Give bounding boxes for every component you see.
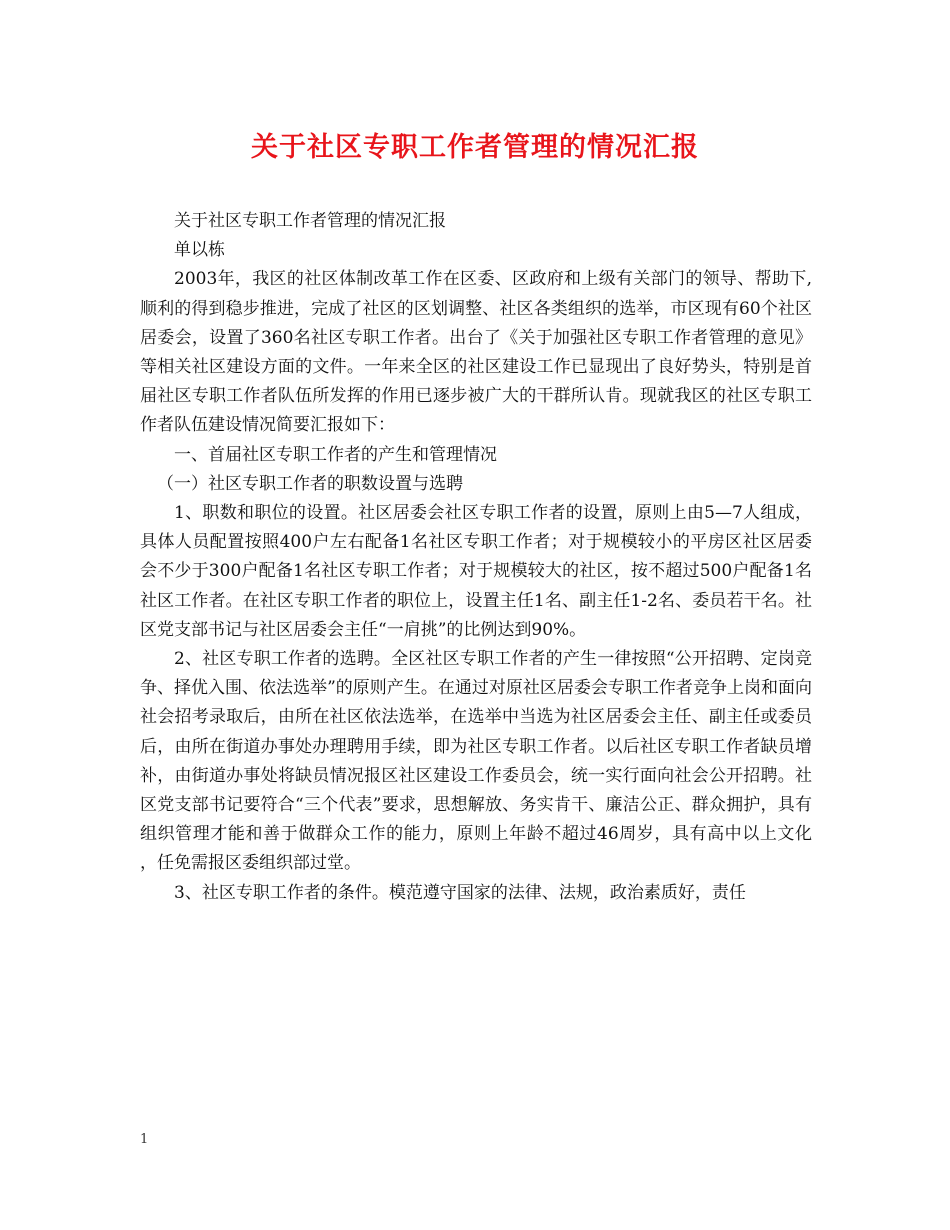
document-body bbox=[140, 207, 812, 908]
author-line: 单以栋 bbox=[174, 240, 225, 261]
document-title: 关于社区专职工作者管理的情况汇报 bbox=[251, 132, 699, 163]
subsection-heading: （一）社区专职工作者的职数设置与选聘 bbox=[157, 473, 463, 494]
body-paragraph: 2、社区专职工作者的选聘。全区社区专职工作者的产生一律按照“公开招聘、定岗竞争、择优入围、依法选举”的原则产生。在通过对原社区居委会专职工作者竞争上岗和面向社会招考录取后，由所在社区依法选举，在选举中当选为社区居委会主任、副主任或委员后，由所在街道办事处办理聘用手续，即为社区专职工作者。以后社区专职工作者缺员增补，由街道办事处将缺员情况报区社区建设工作委员会，统一实行面向社会公开招聘。社区党支部书记要符合“三个代表”要求，思想解放、务实肯干、廉洁公正、群众拥护，具有组织管理才能和善于做群众工作的能力，原则上年龄不超过46周岁，具有高中以上文化 ，任免需报区委组织部过堂。 bbox=[140, 649, 812, 874]
section-heading: 一、首届社区专职工作者的产生和管理情况 bbox=[174, 444, 497, 465]
page-number: 1 bbox=[140, 1132, 149, 1147]
body-paragraph: 1、职数和职位的设置。社区居委会社区专职工作者的设置，原则上由5—7人组成，具体人员配置按照400户左右配备1名社区专职工作者；对于规模较小的平房区社区居委会不少于300户配备1名社区专职工作者；对于规模较大的社区，按不超过500户配备1名社区工作者。在社区专职工作者的职位上，设置主任1名、副主任1-2名、委员若干名。社区党支部书记与社区居委会主任“一肩挑”的比例达到90%。 bbox=[140, 503, 812, 640]
subtitle-paragraph: 关于社区专职工作者管理的情况汇报 bbox=[174, 211, 446, 231]
body-paragraph: 3、社区专职工作者的条件。模范遵守国家的法律、法规，政治素质好，责任 bbox=[174, 882, 746, 903]
intro-paragraph: 2003年，我区的社区体制改革工作在区委、区政府和上级有关部门的领导、帮助下,顺利的得到稳步推进，完成了社区的区划调整、社区各类组织的选举，市区现有60个社区居委会，设置了360名社区专职工作者。出台了《关于加强社区专职工作者管理的意见》等相关社区建设方面的文件。一年来全区的社区建设工作已显现出了良好势头，特别是首届社区专职工作者队伍所发挥的作用已逐步被广大的干群所认肯。现就我区的社区专职工作者队伍建设情况简要汇报如下： bbox=[140, 269, 812, 436]
